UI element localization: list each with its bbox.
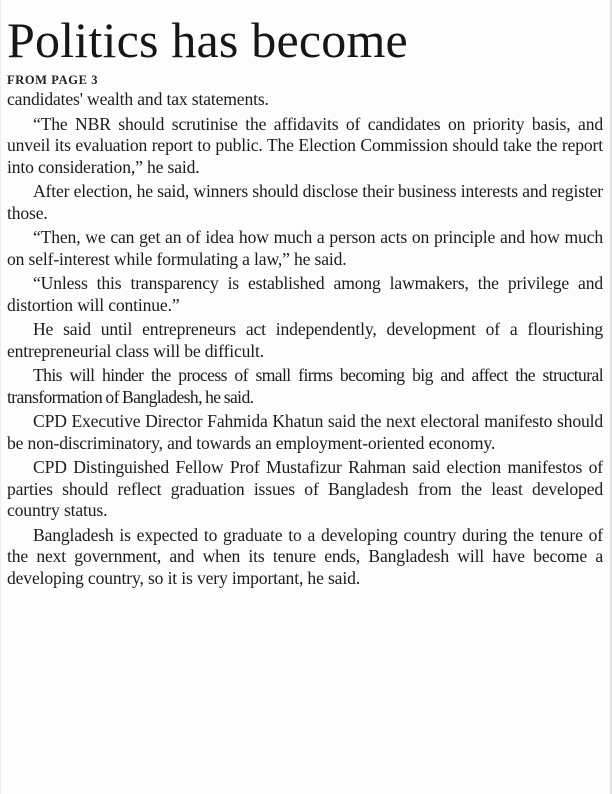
article-paragraph: “Then, we can get an of idea how much a person acts on principle and how much on self-interest while formulating a law,” he said. (7, 227, 603, 269)
article-column (7, 12, 603, 592)
article-paragraph: Bangladesh is expected to graduate to a developing country during the tenure of the next government, and when its tenure ends, Bangladesh will have become a developing country, so it is very important, he said. (7, 524, 603, 588)
article-paragraph: “Unless this transparency is established among lawmakers, the privilege and distortion will continue.” (7, 273, 603, 315)
article-body (7, 89, 603, 589)
jump-line: FROM PAGE 3 (7, 73, 99, 87)
article-paragraph: He said until entrepreneurs act independently, development of a flourishing entrepreneurial class will be difficult. (7, 319, 603, 361)
article-paragraph: After election, he said, winners should disclose their business interests and register those. (7, 181, 603, 223)
article-paragraph: candidates' wealth and tax statements. (7, 89, 269, 109)
article-paragraph: This will hinder the process of small firms becoming big and affect the structural transformation of Bangladesh, he said. (7, 365, 603, 407)
article-headline: Politics has become (7, 12, 408, 68)
article-paragraph: “The NBR should scrutinise the affidavits of candidates on priority basis, and unveil its evaluation report to public. The Election Commission should take the report into consideration,” he said. (7, 113, 603, 177)
article-paragraph: CPD Executive Director Fahmida Khatun said the next electoral manifesto should be non-discriminatory, and towards an employment-oriented economy. (7, 411, 603, 453)
article-paragraph: CPD Distinguished Fellow Prof Mustafizur Rahman said election manifestos of parties should reflect graduation issues of Bangladesh from the least developed country status. (7, 457, 603, 520)
